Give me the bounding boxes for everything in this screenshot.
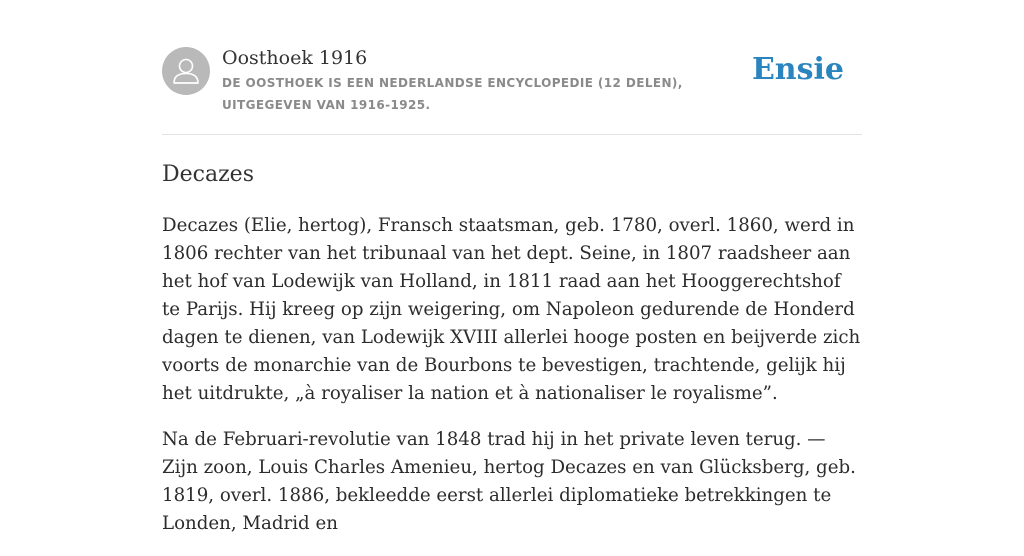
user-avatar-icon[interactable] bbox=[162, 47, 210, 95]
ensie-logo[interactable]: Ensie bbox=[751, 52, 844, 87]
article-title: Decazes bbox=[162, 162, 254, 187]
source-header bbox=[162, 0, 862, 135]
content-container bbox=[162, 0, 862, 534]
article-body bbox=[162, 212, 862, 556]
source-description: DE OOSTHOEK IS EEN NEDERLANDSE ENCYCLOPEDIE (12 DELEN), UITGEGEVEN VAN 1916-1925. bbox=[222, 76, 683, 112]
article-paragraph: Decazes (Elie, hertog), Fransch staatsman, geb. 1780, overl. 1860, werd in 1806 rechter van het tribunaal van het dept. Seine, in 1807 raadsheer aan het hof van Lodewijk van Holland, in 1811 raad aan het Hooggerechtshof te Parijs. Hij kreeg op zijn weigering, om Napoleon gedurende de Honderd dagen te dienen, van Lodewijk XVIII allerlei hooge posten en beijverde zich voorts de monarchie van de Bourbons te bevestigen, trachtende, gelijk hij het uitdrukte, „à royaliser la nation et à nationaliser le royalisme”. bbox=[162, 215, 861, 404]
user-silhouette-icon bbox=[162, 47, 210, 95]
article-paragraph: Na de Februari-revolutie van 1848 trad hij in het private leven terug. — Zijn zoon, Louis Charles Amenieu, hertog Decazes en van Glücksberg, geb. 1819, overl. 1886, bekleedde eerst allerlei diplomatieke betrekkingen te Londen, Madrid en bbox=[162, 429, 856, 534]
source-title[interactable]: Oosthoek 1916 bbox=[222, 47, 368, 69]
